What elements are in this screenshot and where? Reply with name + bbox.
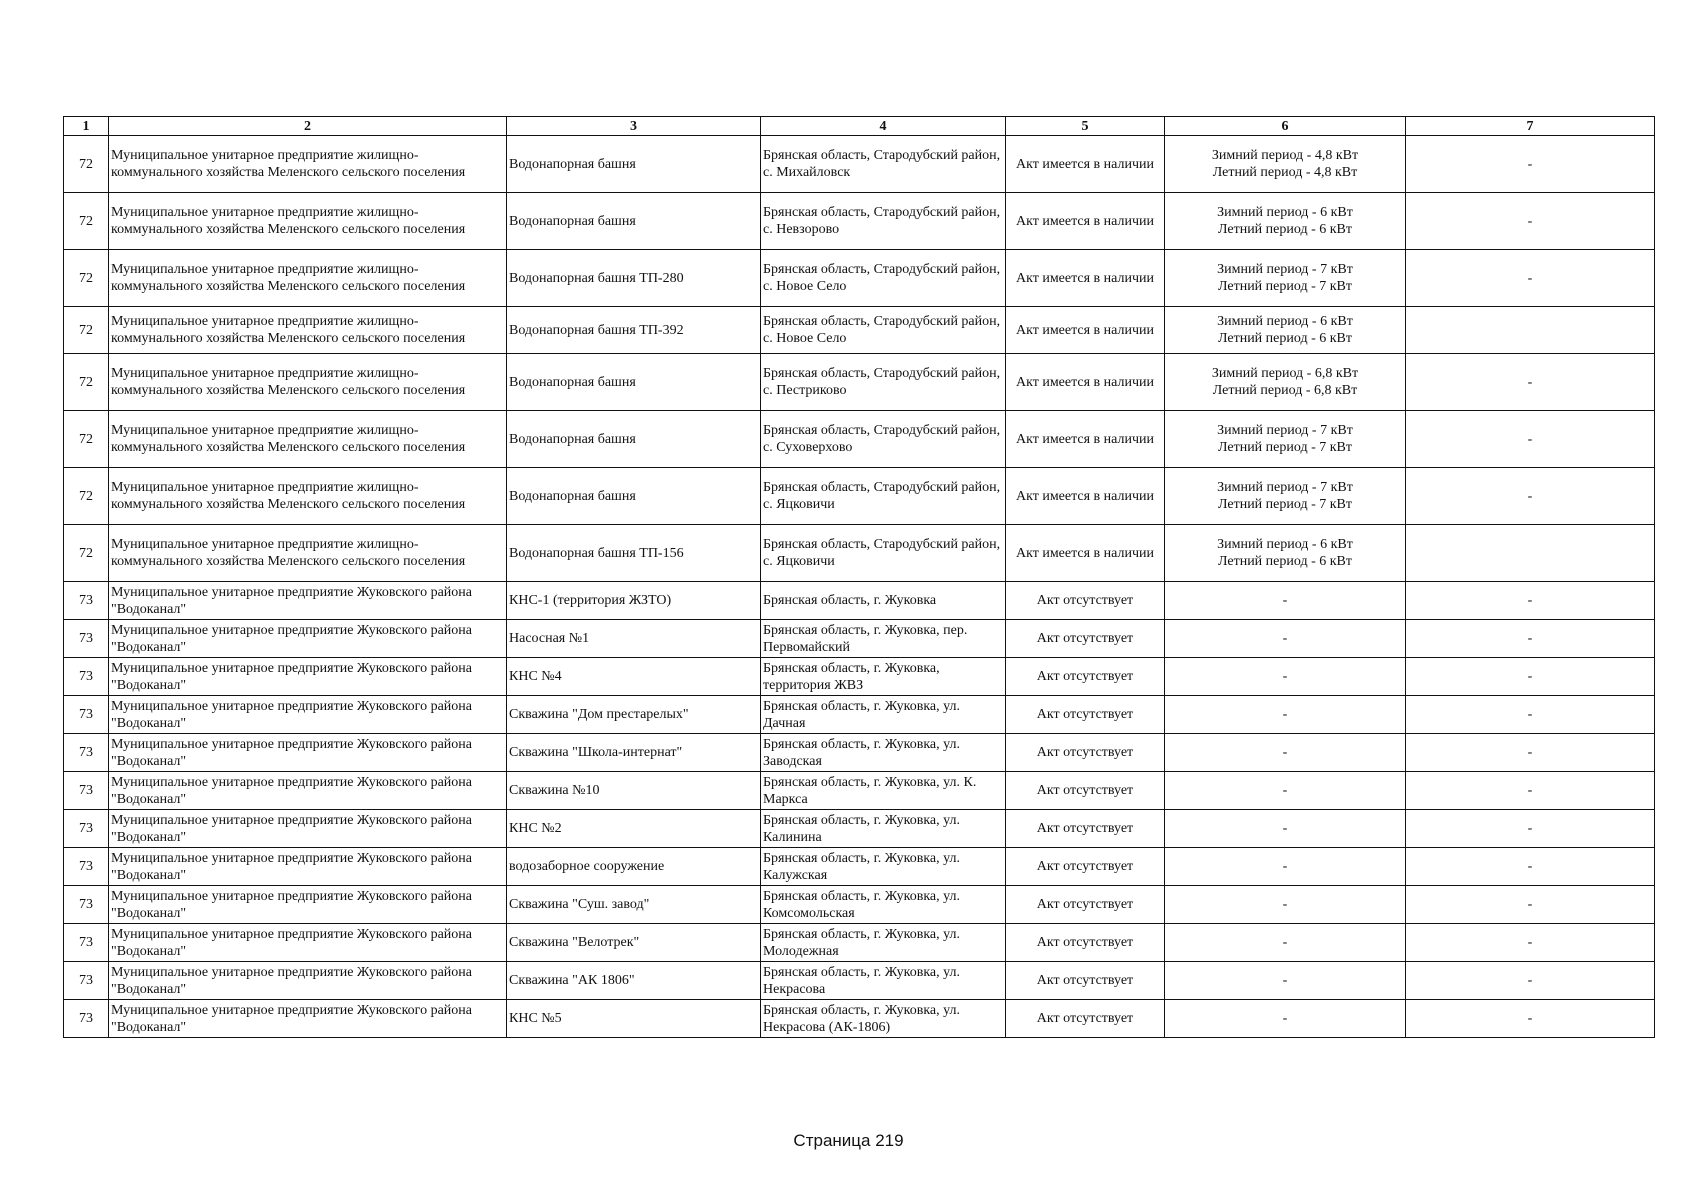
power-winter: - (1282, 859, 1288, 874)
address-cell: Брянская область, Стародубский район, с. Яцковичи (761, 525, 1006, 582)
address-cell: Брянская область, г. Жуковка, ул. Комсомольская (761, 886, 1006, 924)
organization-cell: Муниципальное унитарное предприятие Жуковского района "Водоканал" (109, 582, 507, 620)
power-cell (1165, 411, 1406, 468)
organization-cell: Муниципальное унитарное предприятие Жуковского района "Водоканал" (109, 734, 507, 772)
table-row (64, 468, 1655, 525)
note-cell (1406, 307, 1655, 354)
column-header: 5 (1006, 117, 1165, 136)
act-status-cell: Акт отсутствует (1006, 582, 1165, 620)
address-cell: Брянская область, г. Жуковка, ул. Молодежная (761, 924, 1006, 962)
address-cell: Брянская область, Стародубский район, с. Михайловск (761, 136, 1006, 193)
power-winter: - (1282, 669, 1288, 684)
object-cell: Водонапорная башня (507, 136, 761, 193)
power-summer: Летний период - 7 кВт (1217, 440, 1353, 455)
address-cell: Брянская область, Стародубский район, с. Новое Село (761, 307, 1006, 354)
act-status-cell: Акт имеется в наличии (1006, 468, 1165, 525)
power-winter: Зимний период - 6 кВт (1217, 314, 1353, 329)
power-winter: - (1282, 935, 1288, 950)
power-cell (1165, 772, 1406, 810)
row-number: 73 (64, 734, 109, 772)
object-cell: Водонапорная башня (507, 354, 761, 411)
column-header: 3 (507, 117, 761, 136)
power-winter: - (1282, 593, 1288, 608)
table-row (64, 582, 1655, 620)
note-cell: - (1406, 772, 1655, 810)
row-number: 73 (64, 772, 109, 810)
row-number: 73 (64, 886, 109, 924)
table-row (64, 810, 1655, 848)
power-cell (1165, 354, 1406, 411)
organization-cell: Муниципальное унитарное предприятие жилищно-коммунального хозяйства Меленского сельского поселения (109, 411, 507, 468)
organization-cell: Муниципальное унитарное предприятие жилищно-коммунального хозяйства Меленского сельского поселения (109, 193, 507, 250)
act-status-cell: Акт имеется в наличии (1006, 307, 1165, 354)
note-cell: - (1406, 924, 1655, 962)
power-summer: Летний период - 7 кВт (1217, 279, 1353, 294)
column-header: 7 (1406, 117, 1655, 136)
row-number: 73 (64, 620, 109, 658)
power-summer: Летний период - 6,8 кВт (1212, 383, 1358, 398)
table-row (64, 886, 1655, 924)
object-cell: Скважина "Школа-интернат" (507, 734, 761, 772)
act-status-cell: Акт отсутствует (1006, 962, 1165, 1000)
act-status-cell: Акт имеется в наличии (1006, 354, 1165, 411)
address-cell: Брянская область, г. Жуковка, ул. Дачная (761, 696, 1006, 734)
act-status-cell: Акт отсутствует (1006, 1000, 1165, 1038)
row-number: 72 (64, 193, 109, 250)
row-number: 72 (64, 354, 109, 411)
table-row (64, 193, 1655, 250)
power-cell (1165, 193, 1406, 250)
organization-cell: Муниципальное унитарное предприятие Жуковского района "Водоканал" (109, 848, 507, 886)
row-number: 73 (64, 658, 109, 696)
row-number: 73 (64, 924, 109, 962)
column-header: 4 (761, 117, 1006, 136)
act-status-cell: Акт отсутствует (1006, 772, 1165, 810)
organization-cell: Муниципальное унитарное предприятие Жуковского района "Водоканал" (109, 924, 507, 962)
table-row (64, 772, 1655, 810)
power-winter: Зимний период - 6 кВт (1217, 537, 1353, 552)
address-cell: Брянская область, Стародубский район, с. Невзорово (761, 193, 1006, 250)
act-status-cell: Акт имеется в наличии (1006, 411, 1165, 468)
note-cell: - (1406, 810, 1655, 848)
power-winter: - (1282, 897, 1288, 912)
note-cell (1406, 525, 1655, 582)
power-cell (1165, 848, 1406, 886)
act-status-cell: Акт отсутствует (1006, 848, 1165, 886)
power-cell (1165, 620, 1406, 658)
address-cell: Брянская область, г. Жуковка, ул. Калинина (761, 810, 1006, 848)
row-number: 73 (64, 696, 109, 734)
address-cell: Брянская область, г. Жуковка, ул. Некрасова (761, 962, 1006, 1000)
act-status-cell: Акт имеется в наличии (1006, 250, 1165, 307)
power-cell (1165, 734, 1406, 772)
object-cell: Скважина "Велотрек" (507, 924, 761, 962)
organization-cell: Муниципальное унитарное предприятие Жуковского района "Водоканал" (109, 886, 507, 924)
power-cell (1165, 962, 1406, 1000)
address-cell: Брянская область, г. Жуковка, территория ЖВЗ (761, 658, 1006, 696)
act-status-cell: Акт отсутствует (1006, 810, 1165, 848)
table-row (64, 525, 1655, 582)
power-cell (1165, 886, 1406, 924)
row-number: 73 (64, 848, 109, 886)
power-cell (1165, 658, 1406, 696)
note-cell: - (1406, 468, 1655, 525)
power-winter: - (1282, 1011, 1288, 1026)
facilities-table (63, 116, 1655, 1038)
organization-cell: Муниципальное унитарное предприятие жилищно-коммунального хозяйства Меленского сельского поселения (109, 307, 507, 354)
organization-cell: Муниципальное унитарное предприятие жилищно-коммунального хозяйства Меленского сельского поселения (109, 468, 507, 525)
table-body (64, 136, 1655, 1038)
object-cell: Водонапорная башня ТП-392 (507, 307, 761, 354)
object-cell: КНС №5 (507, 1000, 761, 1038)
note-cell: - (1406, 193, 1655, 250)
object-cell: Водонапорная башня ТП-280 (507, 250, 761, 307)
power-cell (1165, 924, 1406, 962)
act-status-cell: Акт отсутствует (1006, 620, 1165, 658)
organization-cell: Муниципальное унитарное предприятие Жуковского района "Водоканал" (109, 620, 507, 658)
object-cell: Скважина №10 (507, 772, 761, 810)
note-cell: - (1406, 962, 1655, 1000)
row-number: 73 (64, 962, 109, 1000)
row-number: 72 (64, 468, 109, 525)
power-cell (1165, 582, 1406, 620)
object-cell: Водонапорная башня (507, 411, 761, 468)
object-cell: Водонапорная башня (507, 468, 761, 525)
organization-cell: Муниципальное унитарное предприятие Жуковского района "Водоканал" (109, 962, 507, 1000)
act-status-cell: Акт имеется в наличии (1006, 525, 1165, 582)
address-cell: Брянская область, Стародубский район, с. Суховерхово (761, 411, 1006, 468)
address-cell: Брянская область, Стародубский район, с. Яцковичи (761, 468, 1006, 525)
address-cell: Брянская область, г. Жуковка, ул. Некрасова (АК-1806) (761, 1000, 1006, 1038)
table-row (64, 658, 1655, 696)
power-winter: Зимний период - 6,8 кВт (1211, 366, 1359, 381)
address-cell: Брянская область, Стародубский район, с. Новое Село (761, 250, 1006, 307)
table-row (64, 307, 1655, 354)
act-status-cell: Акт имеется в наличии (1006, 193, 1165, 250)
power-cell (1165, 136, 1406, 193)
note-cell: - (1406, 696, 1655, 734)
address-cell: Брянская область, г. Жуковка (761, 582, 1006, 620)
row-number: 73 (64, 582, 109, 620)
organization-cell: Муниципальное унитарное предприятие Жуковского района "Водоканал" (109, 696, 507, 734)
organization-cell: Муниципальное унитарное предприятие Жуковского района "Водоканал" (109, 810, 507, 848)
address-cell: Брянская область, г. Жуковка, ул. К. Маркса (761, 772, 1006, 810)
table-row (64, 1000, 1655, 1038)
organization-cell: Муниципальное унитарное предприятие жилищно-коммунального хозяйства Меленского сельского поселения (109, 525, 507, 582)
object-cell: Водонапорная башня (507, 193, 761, 250)
address-cell: Брянская область, г. Жуковка, пер. Первомайский (761, 620, 1006, 658)
power-cell (1165, 525, 1406, 582)
row-number: 73 (64, 1000, 109, 1038)
table-row (64, 136, 1655, 193)
note-cell: - (1406, 848, 1655, 886)
object-cell: Скважина "АК 1806" (507, 962, 761, 1000)
table-row (64, 620, 1655, 658)
note-cell: - (1406, 250, 1655, 307)
table-row (64, 250, 1655, 307)
column-header: 6 (1165, 117, 1406, 136)
power-summer: Летний период - 6 кВт (1217, 331, 1353, 346)
table-row (64, 734, 1655, 772)
act-status-cell: Акт отсутствует (1006, 696, 1165, 734)
note-cell: - (1406, 582, 1655, 620)
row-number: 72 (64, 525, 109, 582)
address-cell: Брянская область, г. Жуковка, ул. Калужская (761, 848, 1006, 886)
header-row (64, 117, 1655, 136)
row-number: 73 (64, 810, 109, 848)
note-cell: - (1406, 136, 1655, 193)
table-row (64, 411, 1655, 468)
object-cell: КНС №4 (507, 658, 761, 696)
act-status-cell: Акт отсутствует (1006, 734, 1165, 772)
act-status-cell: Акт отсутствует (1006, 924, 1165, 962)
power-cell (1165, 468, 1406, 525)
organization-cell: Муниципальное унитарное предприятие жилищно-коммунального хозяйства Меленского сельского поселения (109, 250, 507, 307)
power-summer: Летний период - 4,8 кВт (1212, 165, 1358, 180)
power-winter: Зимний период - 6 кВт (1217, 205, 1353, 220)
power-winter: Зимний период - 7 кВт (1217, 480, 1353, 495)
act-status-cell: Акт имеется в наличии (1006, 136, 1165, 193)
object-cell: водозаборное сооружение (507, 848, 761, 886)
table-row (64, 696, 1655, 734)
address-cell: Брянская область, Стародубский район, с. Пестриково (761, 354, 1006, 411)
row-number: 72 (64, 307, 109, 354)
note-cell: - (1406, 411, 1655, 468)
power-cell (1165, 810, 1406, 848)
organization-cell: Муниципальное унитарное предприятие жилищно-коммунального хозяйства Меленского сельского поселения (109, 136, 507, 193)
organization-cell: Муниципальное унитарное предприятие жилищно-коммунального хозяйства Меленского сельского поселения (109, 354, 507, 411)
note-cell: - (1406, 620, 1655, 658)
row-number: 72 (64, 136, 109, 193)
row-number: 72 (64, 250, 109, 307)
power-cell (1165, 696, 1406, 734)
power-summer: Летний период - 6 кВт (1217, 554, 1353, 569)
table-row (64, 848, 1655, 886)
power-winter: - (1282, 707, 1288, 722)
power-winter: Зимний период - 4,8 кВт (1211, 148, 1359, 163)
power-winter: Зимний период - 7 кВт (1217, 262, 1353, 277)
organization-cell: Муниципальное унитарное предприятие Жуковского района "Водоканал" (109, 1000, 507, 1038)
object-cell: Водонапорная башня ТП-156 (507, 525, 761, 582)
page-number: Страница 219 (793, 1131, 904, 1150)
table-row (64, 924, 1655, 962)
column-header: 2 (109, 117, 507, 136)
address-cell: Брянская область, г. Жуковка, ул. Заводская (761, 734, 1006, 772)
column-header: 1 (64, 117, 109, 136)
power-winter: - (1282, 973, 1288, 988)
organization-cell: Муниципальное унитарное предприятие Жуковского района "Водоканал" (109, 772, 507, 810)
act-status-cell: Акт отсутствует (1006, 658, 1165, 696)
note-cell: - (1406, 734, 1655, 772)
object-cell: КНС-1 (территория ЖЗТО) (507, 582, 761, 620)
power-cell (1165, 1000, 1406, 1038)
act-status-cell: Акт отсутствует (1006, 886, 1165, 924)
object-cell: Насосная №1 (507, 620, 761, 658)
object-cell: КНС №2 (507, 810, 761, 848)
note-cell: - (1406, 1000, 1655, 1038)
power-winter: - (1282, 631, 1288, 646)
table-row (64, 354, 1655, 411)
power-winter: - (1282, 821, 1288, 836)
note-cell: - (1406, 354, 1655, 411)
power-summer: Летний период - 7 кВт (1217, 497, 1353, 512)
power-cell (1165, 250, 1406, 307)
object-cell: Скважина "Суш. завод" (507, 886, 761, 924)
row-number: 72 (64, 411, 109, 468)
object-cell: Скважина "Дом престарелых" (507, 696, 761, 734)
power-cell (1165, 307, 1406, 354)
power-summer: Летний период - 6 кВт (1217, 222, 1353, 237)
table-row (64, 962, 1655, 1000)
power-winter: - (1282, 745, 1288, 760)
organization-cell: Муниципальное унитарное предприятие Жуковского района "Водоканал" (109, 658, 507, 696)
power-winter: Зимний период - 7 кВт (1217, 423, 1353, 438)
power-winter: - (1282, 783, 1288, 798)
note-cell: - (1406, 886, 1655, 924)
note-cell: - (1406, 658, 1655, 696)
